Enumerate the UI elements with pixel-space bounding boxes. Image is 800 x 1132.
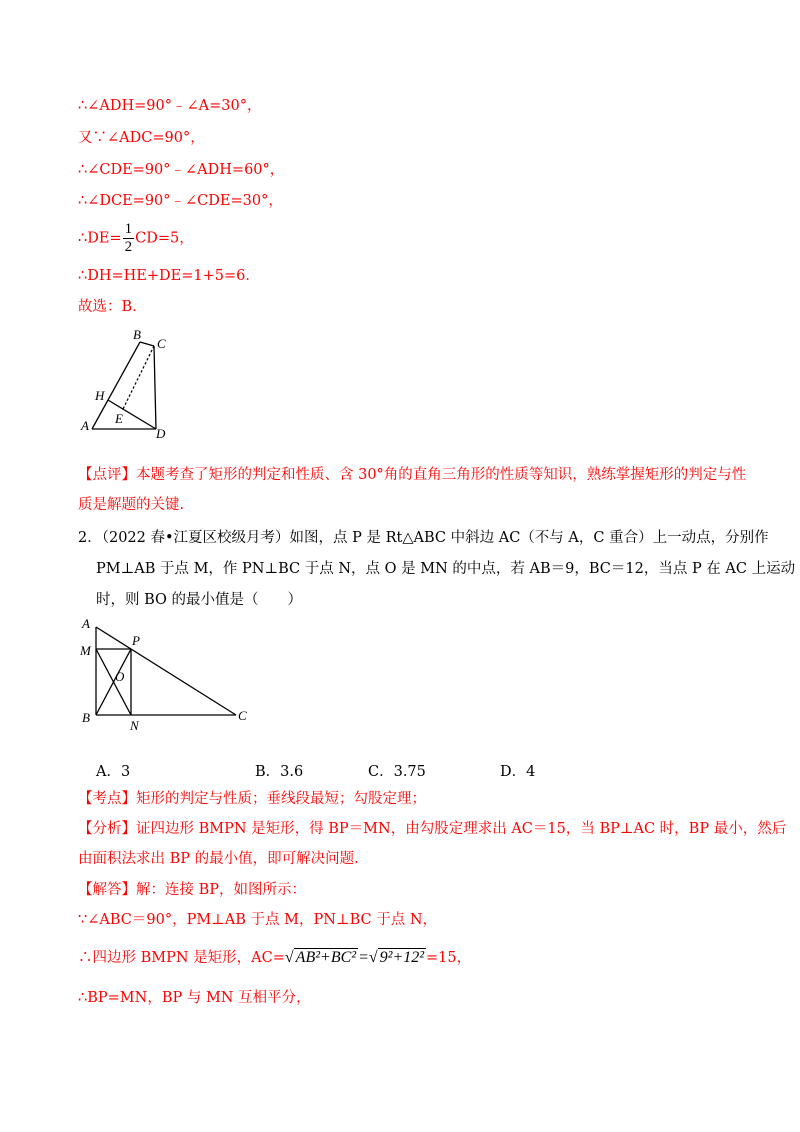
solution-line-5-pre: ∴DE=: [78, 230, 122, 247]
solution-line-3: ∴∠CDE=90°﹣∠ADH=60°，: [78, 162, 285, 178]
solution2-line-2: [78, 948, 471, 967]
solution-line-4: ∴∠DCE=90°﹣∠CDE=30°，: [78, 193, 283, 209]
solution2-line-3: ∴BP=MN，BP 与 MN 互相平分，: [78, 990, 311, 1006]
fig1-label-e: E: [115, 411, 123, 426]
fig2-label-o: O: [115, 669, 125, 684]
fig1-label-h: H: [95, 388, 105, 403]
fraction-numerator: 1: [124, 221, 133, 237]
solution2-line-1: ∵∠ABC＝90°，PM⊥AB 于点 M，PN⊥BC 于点 N，: [78, 912, 438, 928]
solution2-line-2-pre: ∴四边形 BMPN 是矩形，AC=: [78, 950, 285, 966]
fig1-label-a: A: [81, 418, 89, 433]
sqrt-expression-2: √ 9²+12²: [368, 949, 425, 966]
problem-2-line-2: PM⊥AB 于点 M，作 PN⊥BC 于点 N，点 O 是 MN 的中点，若 AB＝9，BC＝12，当点 P 在 AC 上运动: [96, 561, 796, 577]
solution-line-2: 又∵∠ADC=90°，: [78, 130, 205, 146]
review-line-2: 质是解题的关键.: [78, 497, 185, 513]
jieda-line: 【解答】解：连接 BP，如图所示：: [78, 882, 307, 898]
fraction-denominator: 2: [124, 239, 133, 255]
choice-c: C．3.75: [368, 764, 426, 780]
review-line-1: 【点评】本题考查了矩形的判定和性质、含 30°角的直角三角形的性质等知识，熟练掌握矩形的判定与性: [78, 467, 747, 483]
fig1-label-d: D: [156, 426, 166, 441]
problem-2-line-3: 时，则 BO 的最小值是（ ）: [96, 592, 303, 608]
fig2-label-c: C: [238, 708, 247, 723]
fig2-label-p: P: [132, 633, 140, 648]
equals-sign: =: [358, 949, 369, 966]
sqrt-radicand-2: 9²+12²: [379, 949, 425, 966]
fig2-label-m: M: [80, 643, 91, 658]
fraction-one-half: [123, 222, 135, 255]
solution-line-1: ∴∠ADH=90°﹣∠A=30°，: [78, 98, 262, 114]
fig1-label-b: B: [133, 327, 141, 342]
sqrt-radicand-1: AB²+BC²: [295, 949, 357, 966]
problem-2-line-1: 2．（2022 春•江夏区校级月考）如图，点 P 是 Rt△ABC 中斜边 AC（不与 A，C 重合）上一动点，分别作: [78, 530, 769, 546]
kaodian-line: 【考点】矩形的判定与性质；垂线段最短；勾股定理；: [78, 791, 426, 807]
fig2-label-a: A: [82, 616, 90, 631]
choice-d: D．4: [500, 764, 536, 780]
solution-line-5-post: CD=5，: [135, 230, 194, 247]
solution-line-7: 故选：B．: [78, 299, 147, 315]
fenxi-line-1: 【分析】证四边形 BMPN 是矩形，得 BP＝MN，由勾股定理求出 AC＝15，当 BP⊥AC 时，BP 最小，然后: [78, 821, 787, 837]
choice-a: A．3: [96, 764, 131, 780]
choice-b: B．3.6: [255, 764, 304, 780]
sqrt-expression-1: √ AB²+BC²: [284, 949, 357, 966]
figure-1-geometry: [78, 324, 188, 444]
fig1-label-c: C: [157, 336, 166, 351]
fig2-label-n: N: [130, 718, 139, 733]
figure-2-geometry: [78, 612, 258, 737]
solution2-line-2-post: =15，: [426, 950, 472, 966]
fenxi-line-2: 由面积法求出 BP 的最小值，即可解决问题.: [78, 851, 359, 867]
solution-line-6: ∴DH=HE+DE=1+5=6．: [78, 268, 260, 284]
fig2-label-b: B: [82, 710, 90, 725]
solution-line-5: [78, 222, 194, 255]
